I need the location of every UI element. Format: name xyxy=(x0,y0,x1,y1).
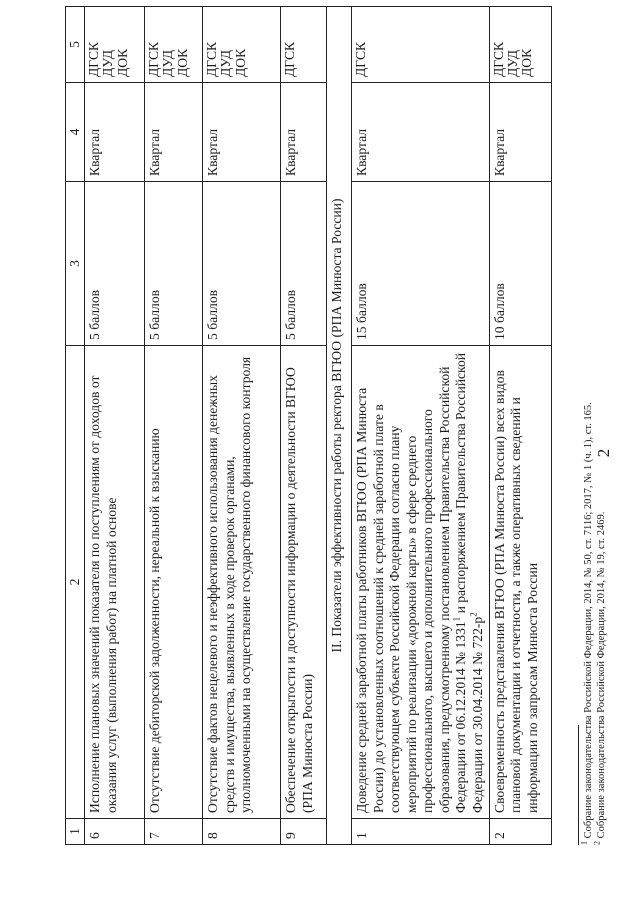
footnote xyxy=(592,145,608,845)
criterion-text: Отсутствие дебиторской задолженности, нереальной к взысканию xyxy=(145,346,203,819)
column-number-2: 2 xyxy=(66,346,85,819)
reporting-period: Квартал xyxy=(203,83,281,182)
row-number: 7 xyxy=(145,819,203,845)
department-code: ДОК xyxy=(114,48,130,77)
footnote-ref: 2 xyxy=(468,612,479,617)
row-number: 2 xyxy=(489,819,551,845)
criterion-points: 5 баллов xyxy=(145,182,203,346)
row-number: 6 xyxy=(85,819,145,845)
criterion-text-part: и распоряжением Правительства Российской Федерации от 30.04.2014 № 722-р xyxy=(453,352,486,813)
reporting-period: Квартал xyxy=(145,83,203,182)
responsible-departments xyxy=(489,7,551,83)
footnote-text: Собрание законодательства Российской Федерации, 2014, № 19, ст. 2469. xyxy=(596,511,608,839)
department-code: ДОК xyxy=(519,48,535,77)
responsible-departments xyxy=(281,7,327,83)
criterion-text: Обеспечение открытости и доступности информации о деятельности ВГЮО (РПА Минюста России) xyxy=(281,346,327,819)
reporting-period: Квартал xyxy=(85,83,145,182)
department-code: ДУД xyxy=(100,50,116,77)
footnotes xyxy=(579,145,608,845)
footnote xyxy=(579,145,595,845)
column-number-5: 5 xyxy=(66,7,85,83)
footnote-ref: 1 xyxy=(451,616,462,622)
section-title: II. Показатели эффективности работы ректора ВГЮО (РПА Минюста России) xyxy=(327,7,352,845)
section-header-row xyxy=(327,7,352,845)
criteria-table xyxy=(65,6,552,845)
criterion-text: Своевременность представления ВГЮО (РПА Минюста России) всех видов плановой документации и отчетности, а также оперативных сведений и информации по запросам Минюста России xyxy=(489,346,551,819)
responsible-departments xyxy=(203,7,281,83)
department-code: ДГСК xyxy=(204,41,219,77)
column-number-4: 4 xyxy=(66,83,85,182)
reporting-period: Квартал xyxy=(281,83,327,182)
criterion-text xyxy=(352,346,490,819)
table-row xyxy=(85,7,145,845)
footnote-mark: 2 xyxy=(592,841,602,845)
table-row xyxy=(352,7,490,845)
department-code: ДГСК xyxy=(86,41,101,77)
footnote-divider xyxy=(578,725,579,845)
table-row xyxy=(145,7,203,845)
department-code: ДГСК xyxy=(282,41,297,77)
row-number: 1 xyxy=(352,819,490,845)
criterion-points: 5 баллов xyxy=(281,182,327,346)
reporting-period: Квартал xyxy=(489,83,551,182)
department-code: ДГСК xyxy=(490,41,506,77)
department-code: ДУД xyxy=(218,50,234,77)
column-number-1: 1 xyxy=(66,819,85,845)
department-code: ДОК xyxy=(174,48,190,77)
department-code: ДГСК xyxy=(146,41,161,77)
row-number: 9 xyxy=(281,819,327,845)
department-code: ДГСК xyxy=(353,41,368,77)
column-number-3: 3 xyxy=(66,182,85,346)
criterion-text-part: Доведение средней заработной платы работников ВГЮО (РПА Минюста России) до установленных соотношений к средней заработной плате в соответствующем субъекте Российской Федерации согласно плану мероприятий по реализации «дорожной карты» в сфере среднего профессионального, высшего и дополнительного профессионального образования, предусмотренному постановлением Правительства Российской Федерации от 06.12.2014 № 1331 xyxy=(354,366,469,813)
responsible-departments xyxy=(352,7,490,83)
department-code: ДУД xyxy=(504,50,520,77)
criterion-text: Отсутствие фактов нецелевого и неэффективного использования денежных средств и имущества, выявленных в ходе проверок органами, уполномоченными на осуществление государственного финансового контроля xyxy=(203,346,281,819)
reporting-period: Квартал xyxy=(352,83,490,182)
criterion-points: 15 баллов xyxy=(352,182,490,346)
page-number: 2 xyxy=(594,448,613,458)
department-code: ДУД xyxy=(160,50,176,77)
table-row xyxy=(203,7,281,845)
table-row xyxy=(489,7,551,845)
table-row xyxy=(281,7,327,845)
footnote-mark: 1 xyxy=(579,841,589,845)
criterion-text: Исполнение плановых значений показателя по поступлениям от доходов от оказания услуг (выполнения работ) на платной основе xyxy=(85,346,145,819)
footnote-text: Собрание законодательства Российской Федерации, 2014, № 50, ст. 7116; 2017, № 1 (ч. 1), ст. 165. xyxy=(583,402,594,839)
criterion-points: 5 баллов xyxy=(85,182,145,346)
responsible-departments xyxy=(145,7,203,83)
row-number: 8 xyxy=(203,819,281,845)
criterion-points: 5 баллов xyxy=(203,182,281,346)
criterion-points: 10 баллов xyxy=(489,182,551,346)
table-header-row xyxy=(66,7,85,845)
responsible-departments xyxy=(85,7,145,83)
department-code: ДОК xyxy=(232,48,248,77)
